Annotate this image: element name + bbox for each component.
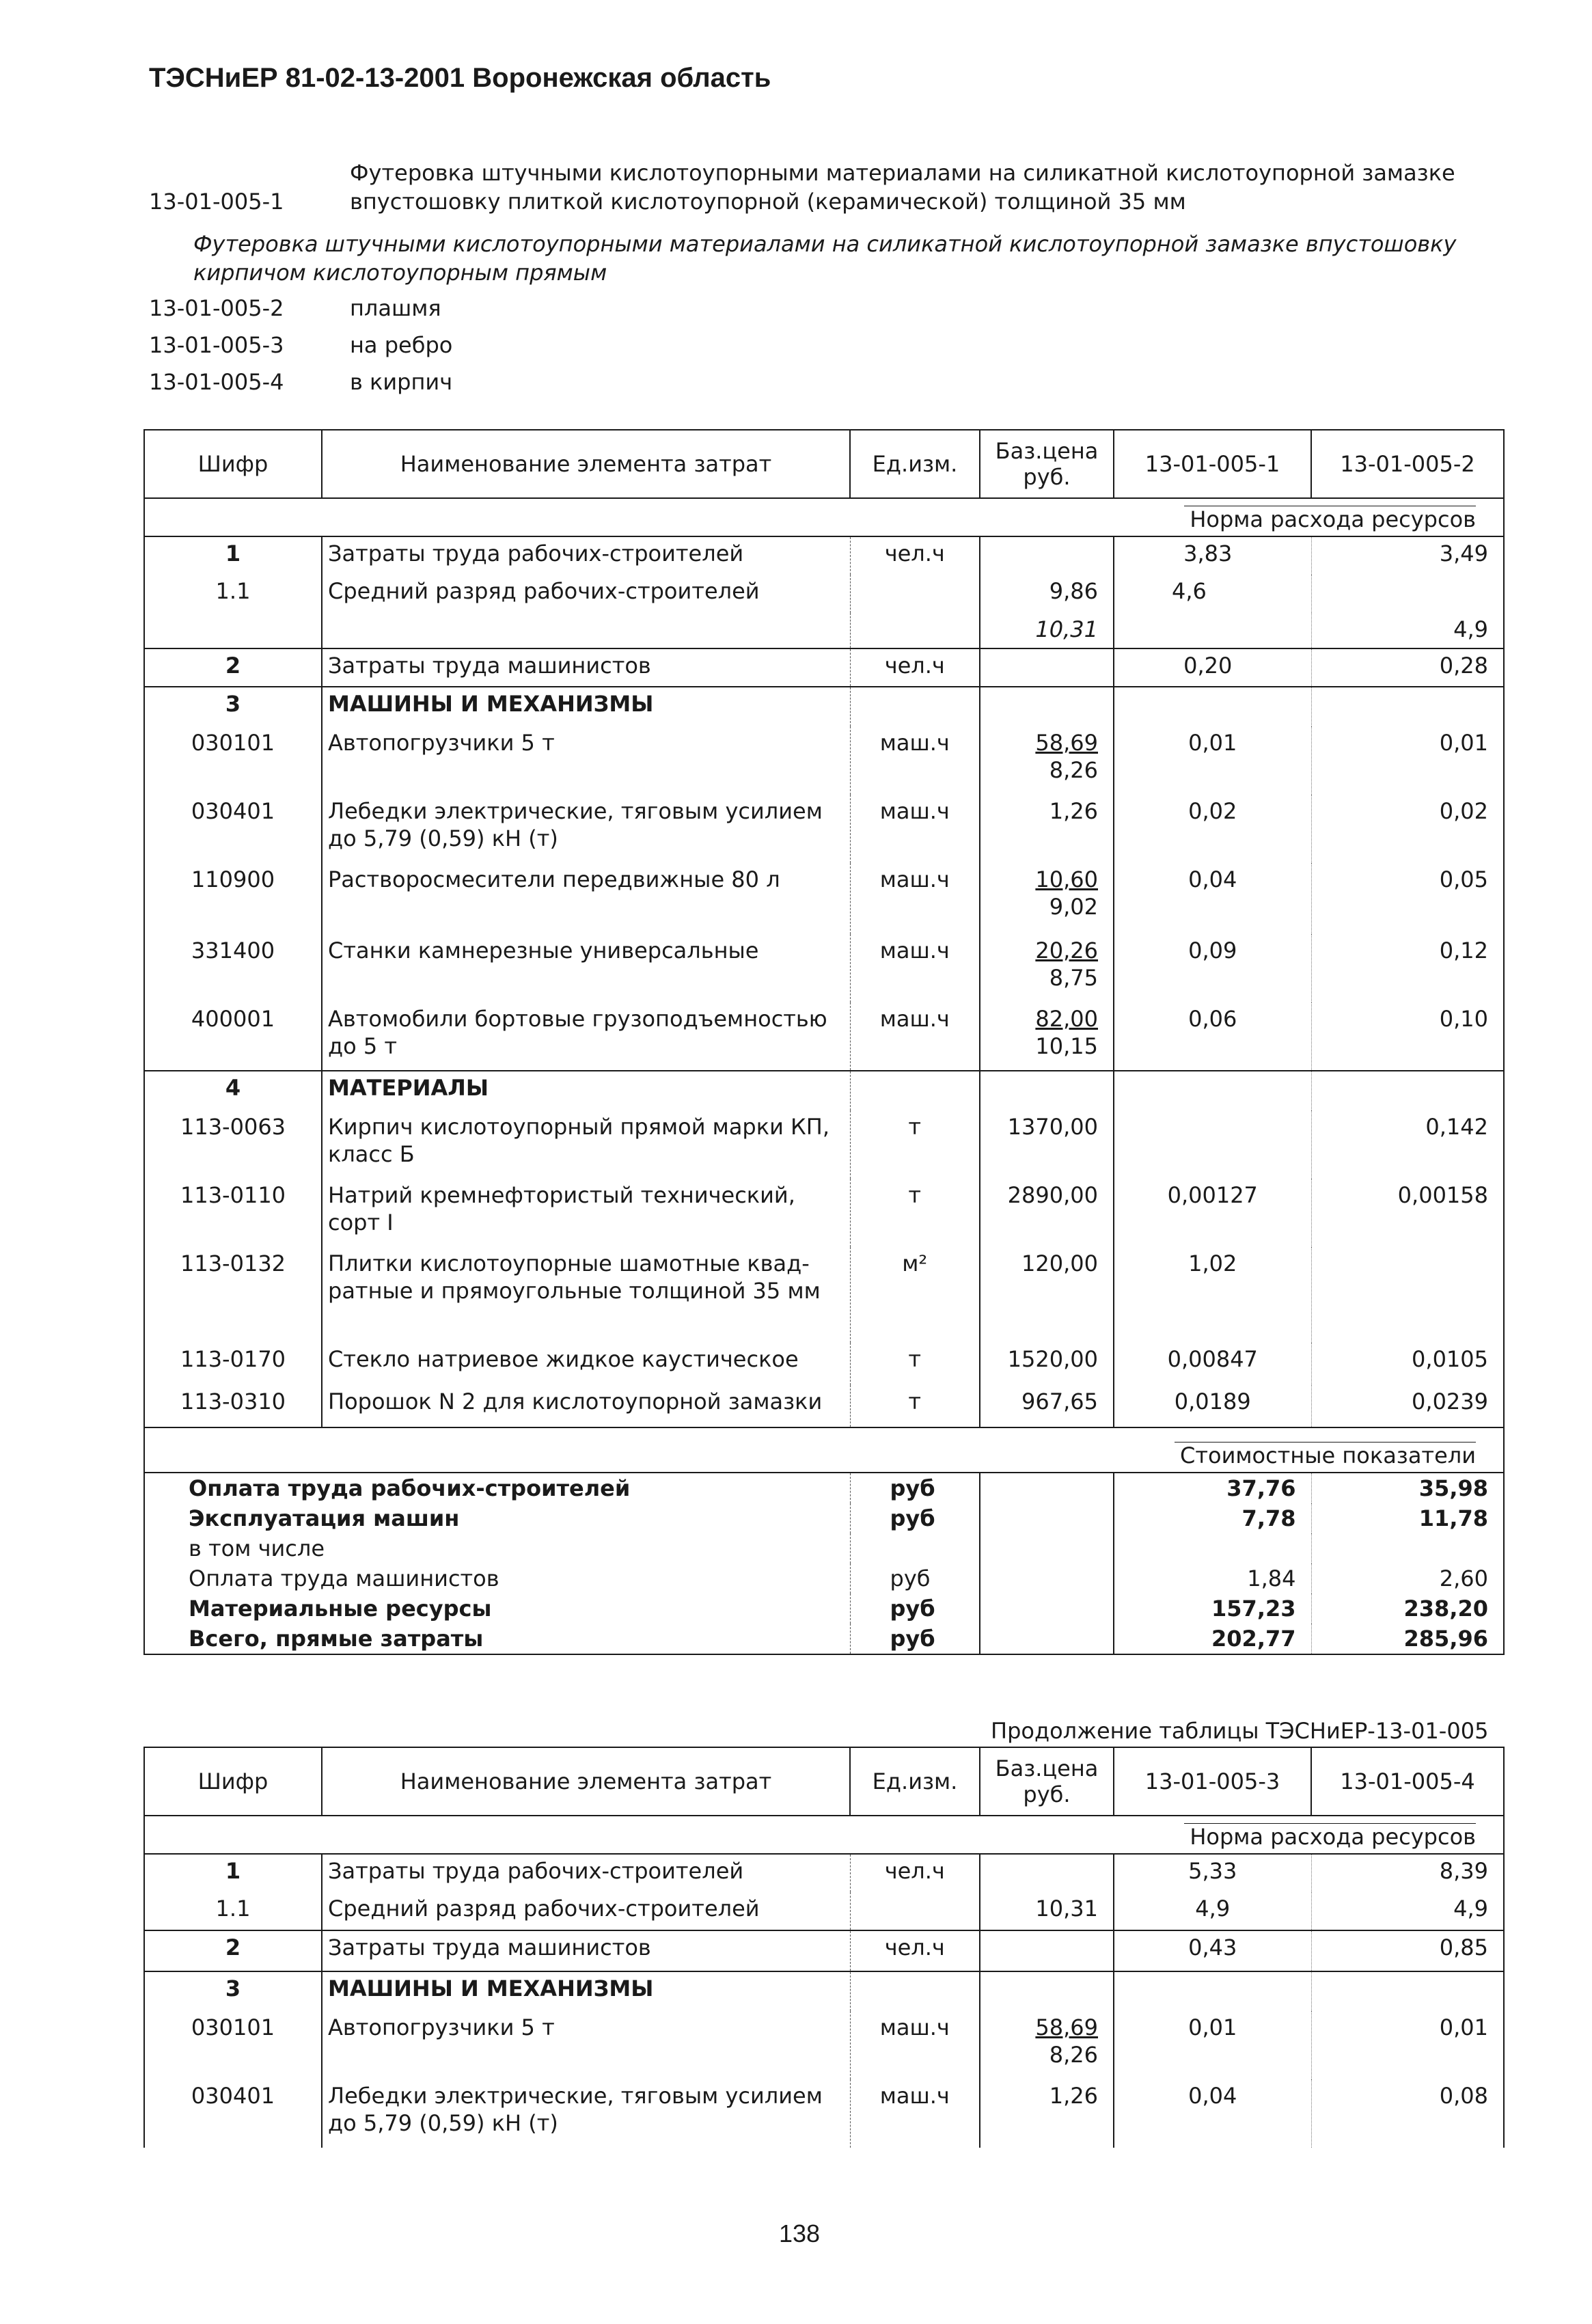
row-name: Затраты труда рабочих-строителей — [322, 536, 850, 575]
row-unit: маш.ч — [850, 2079, 980, 2148]
empty-cell — [980, 687, 1114, 726]
table-row — [144, 2011, 1504, 2079]
total-b — [1311, 1533, 1504, 1563]
row-name: Затраты труда машинистов — [322, 1930, 850, 1971]
row-b: 0,00158 — [1311, 1179, 1504, 1247]
col-header-shifr: Шифр — [144, 1747, 322, 1816]
empty-cell — [980, 1624, 1114, 1654]
row-b: 4,9 — [1311, 613, 1504, 648]
total-name: в том числе — [144, 1533, 850, 1563]
row-a: 3,83 — [1114, 536, 1311, 575]
row-a: 0,04 — [1114, 863, 1311, 934]
row-unit — [850, 575, 980, 613]
row-price: 1520,00 — [980, 1343, 1114, 1385]
name-l2: до 5 т — [328, 1033, 398, 1059]
table-row — [144, 1002, 1504, 1071]
row-price — [980, 795, 1114, 863]
row-b: 0,12 — [1311, 934, 1504, 1002]
row-unit: чел.ч — [850, 536, 980, 575]
row-price: 10,31 — [980, 1892, 1114, 1930]
total-row — [144, 1624, 1504, 1654]
intro-group-line-2: кирпичом кислотоупорным прямым — [193, 260, 607, 286]
table-row — [144, 795, 1504, 863]
price-l2: 8,26 — [1049, 757, 1098, 783]
row-price: 120,00 — [980, 1247, 1114, 1343]
intro-item-text: плашмя — [350, 295, 441, 321]
row-a: 0,01 — [1114, 2011, 1311, 2079]
table-row — [144, 934, 1504, 1002]
total-b: 11,78 — [1311, 1503, 1504, 1533]
row-unit — [850, 1892, 980, 1930]
row-a — [1114, 613, 1311, 648]
name-l1: Лебедки электрические, тяговым усилием — [328, 798, 823, 824]
row-name — [322, 613, 850, 648]
table-row — [144, 1247, 1504, 1343]
row-shifr: 1.1 — [144, 1892, 322, 1930]
section-shifr: 3 — [144, 687, 322, 726]
row-unit: маш.ч — [850, 795, 980, 863]
total-unit — [850, 1533, 980, 1563]
table-row — [144, 726, 1504, 795]
row-price — [980, 1930, 1114, 1971]
row-shifr: 1 — [144, 1854, 322, 1892]
norm-label — [144, 1816, 1504, 1854]
table-row — [144, 1179, 1504, 1247]
col-header-name: Наименование элемента затрат — [322, 1747, 850, 1816]
intro-item-code: 13-01-005-4 — [149, 369, 284, 395]
row-name: Стекло натриевое жидкое каустическое — [322, 1343, 850, 1385]
row-shifr: 110900 — [144, 863, 322, 934]
row-b: 0,02 — [1311, 795, 1504, 863]
row-name — [322, 863, 850, 934]
name-l1: Плитки кислотоупорные шамотные квад- — [328, 1250, 810, 1276]
total-name: Всего, прямые затраты — [144, 1624, 850, 1654]
row-shifr: 400001 — [144, 1002, 322, 1071]
resource-table-1 — [143, 429, 1505, 1655]
price-l2: 8,75 — [1049, 965, 1098, 991]
total-a: 7,78 — [1114, 1503, 1311, 1533]
row-b: 4,9 — [1311, 1892, 1504, 1930]
total-row — [144, 1563, 1504, 1594]
name-l1: Натрий кремнефтористый технический, — [328, 1182, 795, 1208]
row-name: Средний разряд рабочих-строителей — [322, 1892, 850, 1930]
row-b: 0,05 — [1311, 863, 1504, 934]
total-name: Материальные ресурсы — [144, 1594, 850, 1624]
row-unit: т — [850, 1110, 980, 1179]
row-shifr: 030401 — [144, 795, 322, 863]
total-a: 202,77 — [1114, 1624, 1311, 1654]
row-a: 1,02 — [1114, 1247, 1311, 1343]
row-shifr: 030401 — [144, 2079, 322, 2148]
empty-cell — [1114, 1071, 1311, 1110]
intro-line-1: Футеровка штучными кислотоупорными материалами на силикатной кислотоупорной замазке — [350, 160, 1455, 186]
row-a: 0,01 — [1114, 726, 1311, 795]
section-heading-machines: МАШИНЫ И МЕХАНИЗМЫ — [322, 1971, 850, 2011]
name-l1: Растворосмесители передвижные 80 л — [328, 866, 780, 892]
row-a: 0,04 — [1114, 2079, 1311, 2148]
row-name — [322, 934, 850, 1002]
row-b: 0,142 — [1311, 1110, 1504, 1179]
col-header-a: 13-01-005-3 — [1114, 1747, 1311, 1816]
total-row — [144, 1473, 1504, 1503]
row-a: 0,0189 — [1114, 1385, 1311, 1427]
row-shifr: 030101 — [144, 2011, 322, 2079]
row-name — [322, 1179, 850, 1247]
continuation-note: Продолжение таблицы ТЭСНиЕР-13-01-005 — [991, 1718, 1489, 1744]
row-a: 4,9 — [1114, 1892, 1311, 1930]
intro-item-text: в кирпич — [350, 369, 453, 395]
cost-label — [144, 1427, 1504, 1473]
row-unit: чел.ч — [850, 1854, 980, 1892]
row-name: Затраты труда машинистов — [322, 648, 850, 687]
name-l1: Автомобили бортовые грузоподъемностью — [328, 1006, 827, 1032]
resource-table-2 — [143, 1747, 1505, 2148]
row-shifr: 2 — [144, 1930, 322, 1971]
empty-cell — [1114, 1971, 1311, 2011]
norm-label-text: Норма расхода ресурсов — [1184, 1823, 1476, 1850]
col-header-b: 13-01-005-4 — [1311, 1747, 1504, 1816]
row-b: 0,10 — [1311, 1002, 1504, 1071]
section-heading-machines: МАШИНЫ И МЕХАНИЗМЫ — [322, 687, 850, 726]
table-row — [144, 2079, 1504, 2148]
cost-label-text: Стоимостные показатели — [1175, 1442, 1476, 1468]
row-shifr: 113-0132 — [144, 1247, 322, 1343]
empty-cell — [980, 1971, 1114, 2011]
row-shifr: 113-0063 — [144, 1110, 322, 1179]
row-b: 0,85 — [1311, 1930, 1504, 1971]
row-name — [322, 2079, 850, 2148]
name-l1: Лебедки электрические, тяговым усилием — [328, 2083, 823, 2109]
price-l2: 10,15 — [1035, 1033, 1098, 1059]
row-shifr: 030101 — [144, 726, 322, 795]
row-shifr: 113-0110 — [144, 1179, 322, 1247]
row-unit: чел.ч — [850, 1930, 980, 1971]
row-price — [980, 2079, 1114, 2148]
empty-cell — [1114, 687, 1311, 726]
empty-cell — [850, 687, 980, 726]
total-b: 238,20 — [1311, 1594, 1504, 1624]
row-price — [980, 934, 1114, 1002]
col-header-a: 13-01-005-1 — [1114, 430, 1311, 498]
page-header: ТЭСНиЕР 81-02-13-2001 Воронежская область — [149, 63, 771, 93]
section-shifr: 3 — [144, 1971, 322, 2011]
empty-cell — [980, 1533, 1114, 1563]
row-b: 0,0105 — [1311, 1343, 1504, 1385]
row-b: 3,49 — [1311, 536, 1504, 575]
row-name: Затраты труда рабочих-строителей — [322, 1854, 850, 1892]
row-unit: м² — [850, 1247, 980, 1343]
col-header-b: 13-01-005-2 — [1311, 430, 1504, 498]
name-l1: Автопогрузчики 5 т — [328, 2014, 555, 2040]
total-row — [144, 1533, 1504, 1563]
name-l2: до 5,79 (0,59) кН (т) — [328, 2110, 558, 2136]
empty-cell — [980, 1071, 1114, 1110]
table-row — [144, 1343, 1504, 1385]
row-shifr: 2 — [144, 648, 322, 687]
col-header-unit: Ед.изм. — [850, 1747, 980, 1816]
table-row — [144, 1110, 1504, 1179]
empty-cell — [850, 1971, 980, 2011]
price-l1: 20,26 — [1035, 938, 1098, 963]
price-l1: Баз.цена — [995, 1755, 1099, 1781]
price-l1: 82,00 — [1035, 1006, 1098, 1032]
row-name — [322, 2011, 850, 2079]
norm-label — [144, 498, 1504, 536]
row-name — [322, 726, 850, 795]
price-l1: 1,26 — [1049, 798, 1098, 824]
row-b: 0,28 — [1311, 648, 1504, 687]
row-unit: чел.ч — [850, 648, 980, 687]
total-unit: руб — [850, 1503, 980, 1533]
row-unit: маш.ч — [850, 863, 980, 934]
intro-line-2: впустошовку плиткой кислотоупорной (керамической) толщиной 35 мм — [350, 189, 1186, 215]
total-unit: руб — [850, 1624, 980, 1654]
total-a: 37,76 — [1114, 1473, 1311, 1503]
row-b — [1311, 1247, 1504, 1343]
row-a: 0,43 — [1114, 1930, 1311, 1971]
price-l2: 8,26 — [1049, 2042, 1098, 2068]
empty-cell — [1311, 687, 1504, 726]
row-unit: т — [850, 1343, 980, 1385]
empty-cell — [980, 1503, 1114, 1533]
row-b: 0,01 — [1311, 726, 1504, 795]
row-price — [980, 863, 1114, 934]
norm-label-text: Норма расхода ресурсов — [1184, 506, 1476, 532]
total-a: 1,84 — [1114, 1563, 1311, 1594]
total-row — [144, 1594, 1504, 1624]
page-number: 138 — [779, 2219, 821, 2247]
row-unit: т — [850, 1179, 980, 1247]
row-a: 0,02 — [1114, 795, 1311, 863]
row-unit: маш.ч — [850, 1002, 980, 1071]
empty-cell — [980, 1473, 1114, 1503]
row-price: 2890,00 — [980, 1179, 1114, 1247]
row-a: 0,00847 — [1114, 1343, 1311, 1385]
name-l2: сорт I — [328, 1209, 394, 1235]
empty-cell — [980, 1594, 1114, 1624]
total-b: 35,98 — [1311, 1473, 1504, 1503]
intro-item-text: на ребро — [350, 332, 453, 358]
name-l1: Автопогрузчики 5 т — [328, 730, 555, 756]
row-unit — [850, 613, 980, 648]
name-l2: класс Б — [328, 1141, 415, 1167]
empty-cell — [980, 1563, 1114, 1594]
price-l2: руб. — [1023, 1781, 1071, 1807]
row-name — [322, 795, 850, 863]
row-price: 967,65 — [980, 1385, 1114, 1427]
row-a: 5,33 — [1114, 1854, 1311, 1892]
name-l1: Станки камнерезные универсальные — [328, 938, 759, 963]
total-unit: руб — [850, 1563, 980, 1594]
price-l1: 58,69 — [1035, 2014, 1098, 2040]
row-price: 10,31 — [980, 613, 1114, 648]
name-l2: ратные и прямоугольные толщиной 35 мм — [328, 1278, 821, 1304]
empty-cell — [1311, 1971, 1504, 2011]
row-name — [322, 1110, 850, 1179]
row-unit: маш.ч — [850, 934, 980, 1002]
row-a: 4,6 — [1114, 575, 1311, 613]
row-shifr: 113-0170 — [144, 1343, 322, 1385]
row-shifr: 1.1 — [144, 575, 322, 613]
intro-group-line-1: Футеровка штучными кислотоупорными материалами на силикатной кислотоупорной замазке впустошовку — [193, 231, 1457, 257]
empty-cell — [850, 1071, 980, 1110]
row-price — [980, 536, 1114, 575]
row-name: Порошок N 2 для кислотоупорной замазки — [322, 1385, 850, 1427]
name-l1: Кирпич кислотоупорный прямой марки КП, — [328, 1114, 829, 1140]
col-header-shifr: Шифр — [144, 430, 322, 498]
section-heading-materials: МАТЕРИАЛЫ — [322, 1071, 850, 1110]
row-unit: маш.ч — [850, 726, 980, 795]
row-shifr: 331400 — [144, 934, 322, 1002]
row-name: Средний разряд рабочих-строителей — [322, 575, 850, 613]
row-unit: т — [850, 1385, 980, 1427]
row-price — [980, 726, 1114, 795]
row-price — [980, 1854, 1114, 1892]
total-row — [144, 1503, 1504, 1533]
row-a — [1114, 1110, 1311, 1179]
total-a: 157,23 — [1114, 1594, 1311, 1624]
row-unit: маш.ч — [850, 2011, 980, 2079]
total-a — [1114, 1533, 1311, 1563]
col-header-name: Наименование элемента затрат — [322, 430, 850, 498]
row-price — [980, 2011, 1114, 2079]
total-b: 285,96 — [1311, 1624, 1504, 1654]
name-l2: до 5,79 (0,59) кН (т) — [328, 825, 558, 851]
row-price — [980, 1002, 1114, 1071]
row-shifr — [144, 613, 322, 648]
intro-code-1: 13-01-005-1 — [149, 189, 284, 215]
row-b: 8,39 — [1311, 1854, 1504, 1892]
total-unit: руб — [850, 1594, 980, 1624]
row-a: 0,06 — [1114, 1002, 1311, 1071]
price-l1: 10,60 — [1035, 866, 1098, 892]
total-unit: руб — [850, 1473, 980, 1503]
intro-item-code: 13-01-005-2 — [149, 295, 284, 321]
row-price: 1370,00 — [980, 1110, 1114, 1179]
row-price: 9,86 — [980, 575, 1114, 613]
table-row — [144, 1385, 1504, 1427]
intro-item-code: 13-01-005-3 — [149, 332, 284, 358]
col-header-unit: Ед.изм. — [850, 430, 980, 498]
row-a: 0,09 — [1114, 934, 1311, 1002]
row-b — [1311, 575, 1504, 613]
col-header-price — [980, 1747, 1114, 1816]
price-l1: 58,69 — [1035, 730, 1098, 756]
price-l2: 9,02 — [1049, 894, 1098, 920]
total-name: Оплата труда машинистов — [144, 1563, 850, 1594]
section-shifr: 4 — [144, 1071, 322, 1110]
row-b: 0,01 — [1311, 2011, 1504, 2079]
row-a: 0,00127 — [1114, 1179, 1311, 1247]
price-l1: Баз.цена — [995, 438, 1099, 464]
row-name — [322, 1002, 850, 1071]
row-shifr: 113-0310 — [144, 1385, 322, 1427]
row-a: 0,20 — [1114, 648, 1311, 687]
row-b: 0,0239 — [1311, 1385, 1504, 1427]
empty-cell — [1311, 1071, 1504, 1110]
row-shifr: 1 — [144, 536, 322, 575]
total-name: Оплата труда рабочих-строителей — [144, 1473, 850, 1503]
price-l1: 1,26 — [1049, 2083, 1098, 2109]
total-b: 2,60 — [1311, 1563, 1504, 1594]
table-row — [144, 863, 1504, 934]
row-b: 0,08 — [1311, 2079, 1504, 2148]
row-price — [980, 648, 1114, 687]
total-name: Эксплуатация машин — [144, 1503, 850, 1533]
price-l2: руб. — [1023, 464, 1071, 490]
row-name — [322, 1247, 850, 1343]
col-header-price — [980, 430, 1114, 498]
